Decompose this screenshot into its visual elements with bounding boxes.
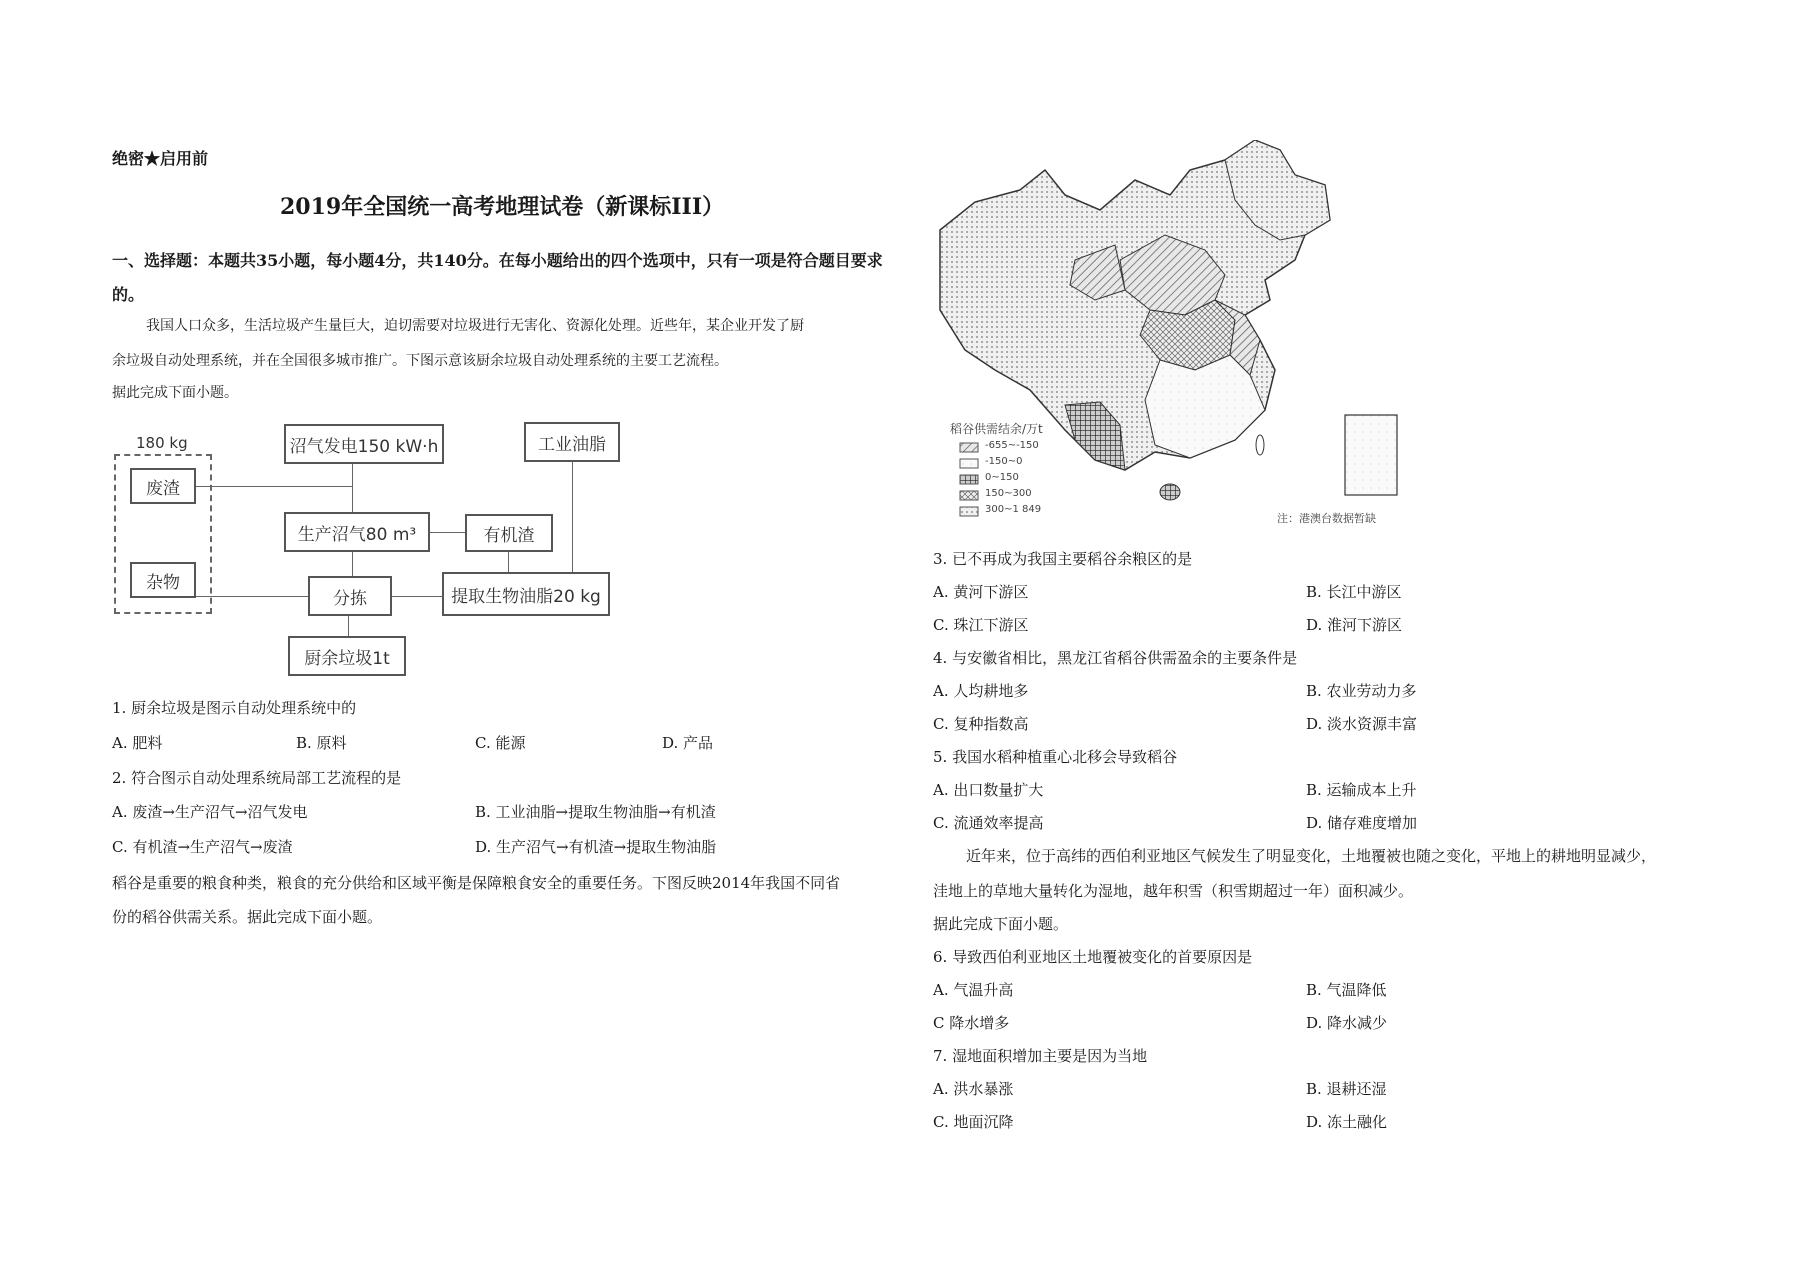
q7-option-c[interactable]: C. 地面沉降 — [933, 1113, 1014, 1131]
q5-option-a[interactable]: A. 出口数量扩大 — [933, 781, 1044, 799]
kitchen-waste-box: 厨余垃圾1t — [288, 636, 406, 676]
region-hainan — [1160, 484, 1180, 500]
secret-label: 绝密★启用前 — [112, 149, 209, 168]
legend-label-3: 0~150 — [985, 472, 1019, 483]
q4-option-b[interactable]: B. 农业劳动力多 — [1306, 682, 1417, 700]
q5-option-d[interactable]: D. 储存难度增加 — [1306, 814, 1418, 832]
q4-option-a[interactable]: A. 人均耕地多 — [933, 682, 1029, 700]
q2-option-a[interactable]: A. 废渣→生产沼气→沼气发电 — [112, 803, 308, 821]
exam-title: 2019年全国统一高考地理试卷（新课标III） — [280, 194, 725, 220]
organic-residue-box: 有机渣 — [465, 514, 553, 552]
intro3-line3: 据此完成下面小题。 — [933, 915, 1069, 933]
q3-option-c[interactable]: C. 珠江下游区 — [933, 616, 1029, 634]
legend-swatch-1 — [960, 443, 978, 452]
q6-option-d[interactable]: D. 降水减少 — [1306, 1014, 1388, 1032]
q3-stem: 3. 已不再成为我国主要稻谷余粮区的是 — [933, 550, 1193, 568]
q1-option-a[interactable]: A. 肥料 — [112, 734, 163, 752]
connector — [392, 596, 442, 597]
q6-option-c[interactable]: C 降水增多 — [933, 1014, 1010, 1032]
q4-stem: 4. 与安徽省相比，黑龙江省稻谷供需盈余的主要条件是 — [933, 649, 1298, 667]
industrial-oil-box: 工业油脂 — [524, 422, 620, 462]
q2-option-c[interactable]: C. 有机渣→生产沼气→废渣 — [112, 838, 293, 856]
q7-stem: 7. 湿地面积增加主要是因为当地 — [933, 1047, 1148, 1065]
extract-oil-box: 提取生物油脂20 kg — [442, 572, 610, 616]
q2-stem: 2. 符合图示自动处理系统局部工艺流程的是 — [112, 769, 402, 787]
q2-option-b[interactable]: B. 工业油脂→提取生物油脂→有机渣 — [475, 803, 716, 821]
biogas-production-box: 生产沼气80 m³ — [284, 512, 430, 552]
region-taiwan — [1256, 435, 1264, 455]
connector — [572, 462, 573, 572]
q3-option-d[interactable]: D. 淮河下游区 — [1306, 616, 1403, 634]
misc-box: 杂物 — [130, 562, 196, 598]
q2-option-d[interactable]: D. 生产沼气→有机渣→提取生物油脂 — [475, 838, 717, 856]
q3-option-b[interactable]: B. 长江中游区 — [1306, 583, 1402, 601]
sorting-box: 分拣 — [308, 576, 392, 616]
legend-swatch-5 — [960, 507, 978, 516]
waste-box: 废渣 — [130, 468, 196, 504]
legend-swatch-2 — [960, 459, 978, 468]
connector — [348, 616, 349, 636]
legend-label-5: 300~1 849 — [985, 504, 1042, 515]
q6-option-a[interactable]: A. 气温升高 — [933, 981, 1014, 999]
weight-label: 180 kg — [136, 434, 188, 452]
intro1-line1: 我国人口众多，生活垃圾产生量巨大，迫切需要对垃圾进行无害化、资源化处理。近些年，某企业开发了厨 — [146, 318, 804, 334]
intro2-line1: 稻谷是重要的粮食种类，粮食的充分供给和区域平衡是保障粮食安全的重要任务。下图反映2014年我国不同省 — [112, 874, 841, 892]
map-note: 注：港澳台数据暂缺 — [1277, 512, 1376, 525]
q3-option-a[interactable]: A. 黄河下游区 — [933, 583, 1029, 601]
legend-swatch-3 — [960, 475, 978, 484]
q4-option-d[interactable]: D. 淡水资源丰富 — [1306, 715, 1418, 733]
legend-label-2: -150~0 — [985, 456, 1023, 467]
connector — [196, 486, 352, 487]
map-legend-title: 稻谷供需结余/万t — [950, 422, 1043, 436]
connector — [508, 552, 509, 572]
intro3-line2: 洼地上的草地大量转化为湿地，越年积雪（积雪期超过一年）面积减少。 — [933, 882, 1414, 900]
q5-stem: 5. 我国水稻种植重心北移会导致稻谷 — [933, 748, 1178, 766]
intro3-line1: 近年来，位于高纬的西伯利亚地区气候发生了明显变化，土地覆被也随之变化，平地上的耕地明显减少， — [966, 847, 1657, 865]
south-sea-inset — [1345, 415, 1397, 495]
q7-option-d[interactable]: D. 冻土融化 — [1306, 1113, 1388, 1131]
connector — [352, 552, 353, 576]
q1-option-b[interactable]: B. 原料 — [296, 734, 347, 752]
q5-option-b[interactable]: B. 运输成本上升 — [1306, 781, 1417, 799]
section-instructions: 一、选择题：本题共35小题，每小题4分，共140分。在每小题给出的四个选项中，只有一项是符合题目要求的。 — [112, 251, 883, 304]
q5-option-c[interactable]: C. 流通效率提高 — [933, 814, 1044, 832]
q7-option-a[interactable]: A. 洪水暴涨 — [933, 1080, 1014, 1098]
intro2-line2: 份的稻谷供需关系。据此完成下面小题。 — [112, 908, 383, 926]
biogas-power-box: 沼气发电150 kW·h — [284, 424, 444, 464]
intro1-line3: 据此完成下面小题。 — [112, 385, 238, 401]
legend-swatch-4 — [960, 491, 978, 500]
china-rice-map — [935, 140, 1405, 530]
q7-option-b[interactable]: B. 退耕还湿 — [1306, 1080, 1387, 1098]
q6-stem: 6. 导致西伯利亚地区土地覆被变化的首要原因是 — [933, 948, 1253, 966]
legend-label-4: 150~300 — [985, 488, 1032, 499]
q6-option-b[interactable]: B. 气温降低 — [1306, 981, 1387, 999]
q1-option-c[interactable]: C. 能源 — [475, 734, 526, 752]
connector — [430, 532, 465, 533]
q1-stem: 1. 厨余垃圾是图示自动处理系统中的 — [112, 699, 357, 717]
q1-option-d[interactable]: D. 产品 — [662, 734, 714, 752]
connector — [352, 486, 353, 512]
process-flowchart — [112, 418, 612, 688]
legend-label-1: -655~-150 — [985, 440, 1039, 451]
connector — [196, 596, 308, 597]
intro1-line2: 余垃圾自动处理系统，并在全国很多城市推广。下图示意该厨余垃圾自动处理系统的主要工艺流程。 — [112, 353, 728, 369]
q4-option-c[interactable]: C. 复种指数高 — [933, 715, 1029, 733]
